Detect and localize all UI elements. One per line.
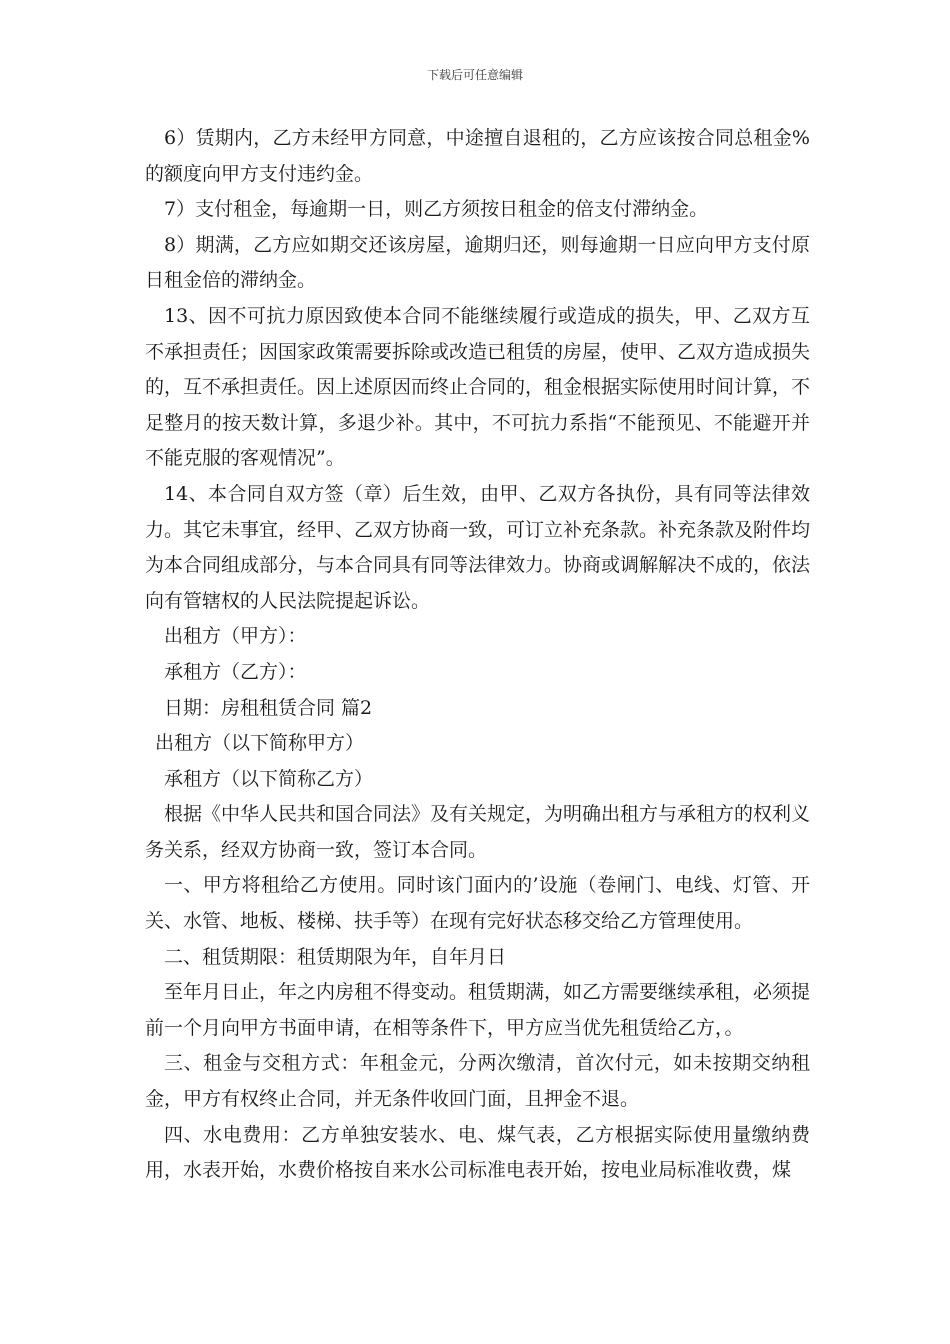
lessor-signature-line: 出租方（甲方）： (164, 625, 307, 648)
lessee-signature-line: 承租方（乙方）： (164, 660, 307, 683)
article-2-continued: 至年月日止，年之内房租不得变动。租赁期满，如乙方需要继续承租，必须提前一个月向甲方书面申请，在相等条件下，甲方应当优先租赁给乙方，。 (145, 981, 811, 1039)
lessor-party-line: 出租方（以下简称甲方） (155, 732, 365, 755)
page-header: 下载后可任意编辑 (426, 68, 523, 82)
article-1: 一、甲方将租给乙方使用。同时该门面内的’设施（卷闸门、电线、灯管、开关、水管、地板、楼梯、扶手等）在现有完好状态移交给乙方管理使用。 (145, 874, 810, 933)
clause-8: 8）期满，乙方应如期交还该房屋，逾期归还，则每逾期一日应向甲方支付原日租金倍的滞纳金。 (145, 233, 810, 292)
preamble: 根据《中华人民共和国合同法》及有关规定，为明确出租方与承租方的权利义务关系，经双方协商一致，签订本合同。 (145, 803, 811, 861)
clause-13: 13、因不可抗力原因致使本合同不能继续履行或造成的损失，甲、乙双方互不承担责任；因国家政策需要拆除或改造已租赁的房屋，使甲、乙双方造成损失的，互不承担责任。因上述原因而终止合同的，租金根据实际使用时间计算，不足整月的按天数计算，多退少补。其中，不可抗力系指“不能预见、不能避开并不能克服的客观情况”。 (145, 304, 811, 470)
date-and-section-title: 日期：房租租赁合同 篇2 (164, 696, 373, 719)
article-3: 三、租金与交租方式：年租金元，分两次缴清，首次付元，如未按期交纳租金，甲方有权终止合同，并无条件收回门面，且押金不退。 (145, 1052, 810, 1111)
clause-6: 6）赁期内，乙方未经甲方同意，中途擅自退租的，乙方应该按合同总租金%的额度向甲方支付违约金。 (145, 127, 810, 185)
clause-14: 14、本合同自双方签（章）后生效，由甲、乙双方各执份，具有同等法律效力。其它未事宜，经甲、乙双方协商一致，可订立补充条款。补充条款及附件均为本合同组成部分，与本合同具有同等法律效力。协商或调解解决不成的，依法向有管辖权的人民法院提起诉讼。 (145, 482, 811, 612)
document-body (145, 121, 810, 1189)
lessee-party-line: 承租方（以下简称乙方） (164, 767, 374, 790)
article-2: 二、租赁期限：租赁期限为年，自年月日 (164, 945, 507, 968)
article-4: 四、水电费用：乙方单独安装水、电、煤气表，乙方根据实际使用量缴纳费用，水表开始，水费价格按自来水公司标准电表开始，按电业局标准收费，煤 (145, 1123, 810, 1182)
clause-7: 7）支付租金，每逾期一日，则乙方须按日租金的倍支付滞纳金。 (164, 198, 709, 221)
